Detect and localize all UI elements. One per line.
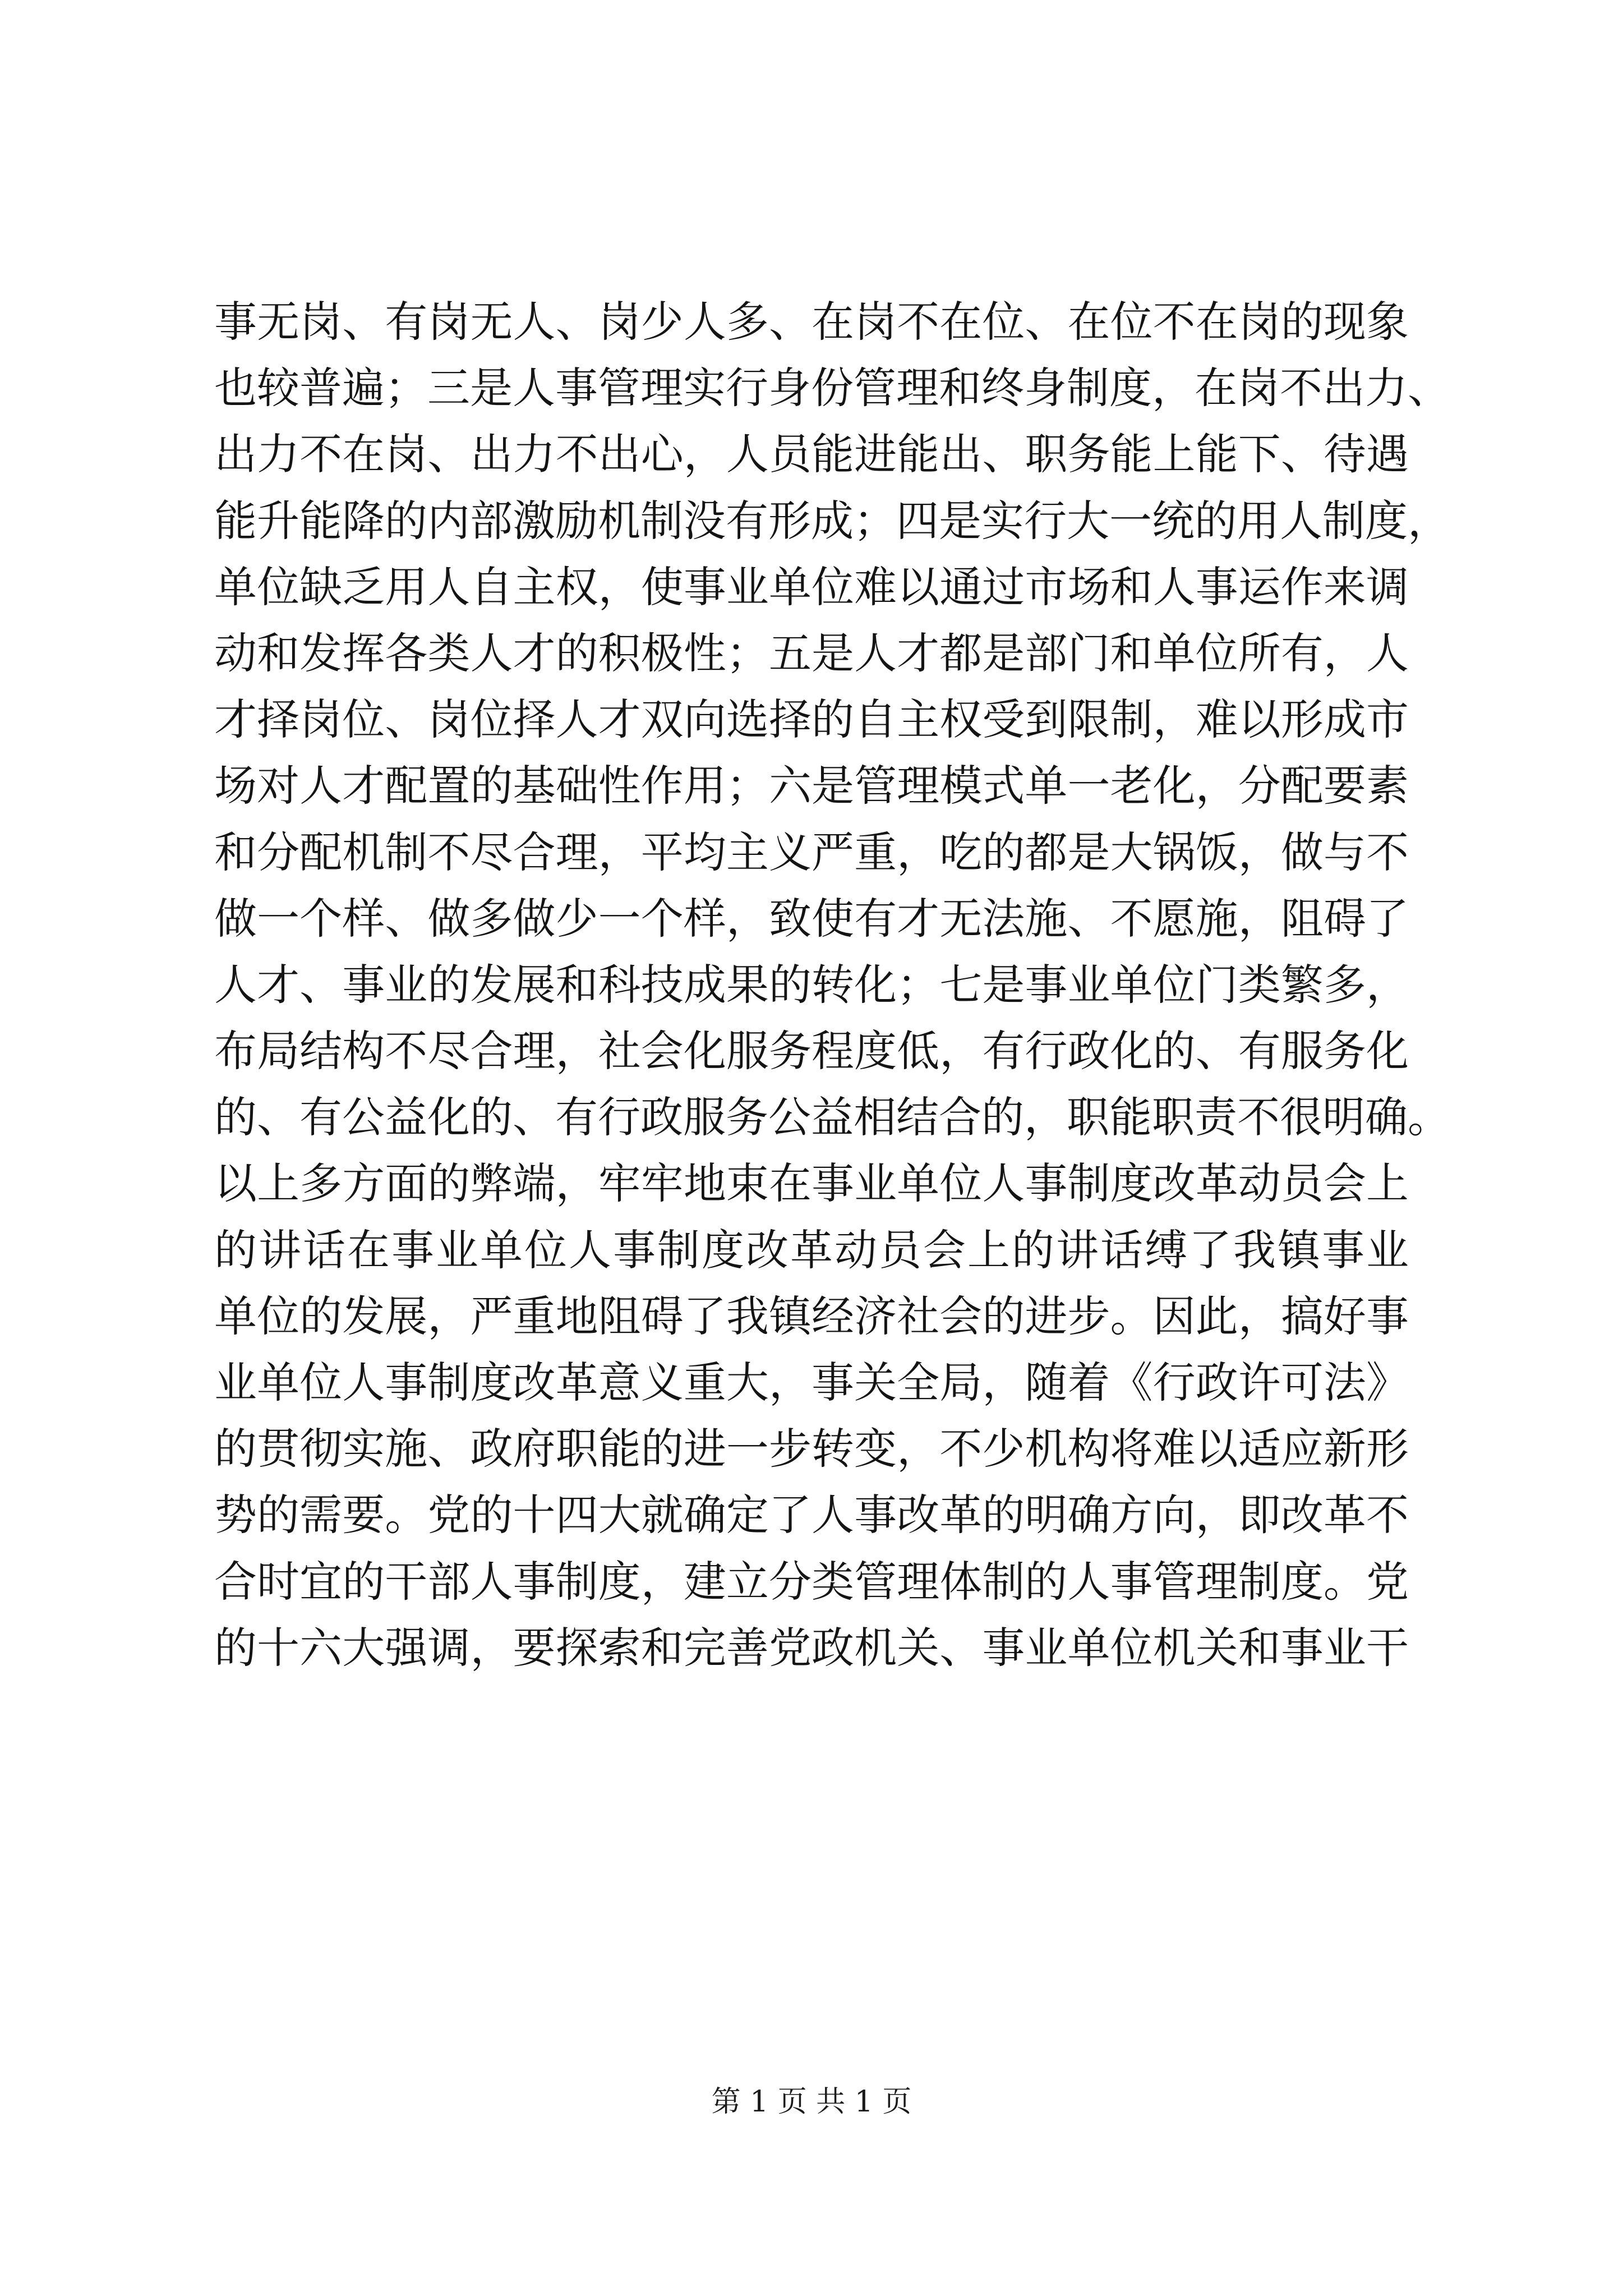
text-line: 的、有公益化的、有行政服务公益相结合的，职能职责不很明确。 [214, 1092, 1450, 1143]
text-line: 势的需要。党的十四大就确定了人事改革的明确方向，即改革不 [214, 1490, 1409, 1540]
text-line: 以上多方面的弊端，牢牢地束在事业单位人事制度改革动员会上 [214, 1158, 1409, 1209]
body-text [214, 289, 1450, 1681]
text-line: 的十六大强调，要探索和完善党政机关、事业单位机关和事业干 [214, 1622, 1409, 1673]
text-line: 做一个样、做多做少一个样，致使有才无法施、不愿施，阻碍了 [214, 893, 1409, 944]
text-line: 场对人才配置的基础性作用；六是管理模式单一老化，分配要素 [214, 761, 1409, 811]
text-line: 的贯彻实施、政府职能的进一步转变，不少机构将难以适应新形 [214, 1424, 1409, 1474]
text-line: 布局结构不尽合理，社会化服务程度低，有行政化的、有服务化 [214, 1026, 1409, 1076]
text-line: 才择岗位、岗位择人才双向选择的自主权受到限制，难以形成市 [214, 694, 1409, 745]
text-line: 动和发挥各类人才的积极性；五是人才都是部门和单位所有，人 [214, 628, 1409, 678]
text-line: 也较普遍；三是人事管理实行身份管理和终身制度，在岗不出力、 [214, 363, 1450, 413]
text-line: 能升能降的内部激励机制没有形成；四是实行大一统的用人制度， [214, 495, 1450, 546]
text-line: 单位缺乏用人自主权，使事业单位难以通过市场和人事运作来调 [214, 562, 1409, 612]
text-line: 的讲话在事业单位人事制度改革动员会上的讲话缚了我镇事业 [214, 1225, 1409, 1275]
text-line: 业单位人事制度改革意义重大，事关全局，随着《行政许可法》 [214, 1358, 1409, 1407]
page-number: 第 1 页 共 1 页 [711, 2085, 912, 2119]
text-line: 事无岗、有岗无人、岗少人多、在岗不在位、在位不在岗的现象 [214, 297, 1409, 347]
page-footer [0, 2082, 1623, 2122]
text-line: 合时宜的干部人事制度，建立分类管理体制的人事管理制度。党 [214, 1556, 1409, 1607]
text-line: 出力不在岗、出力不出心，人员能进能出、职务能上能下、待遇 [214, 429, 1409, 480]
text-line: 人才、事业的发展和科技成果的转化；七是事业单位门类繁多， [214, 959, 1409, 1010]
text-line: 单位的发展，严重地阻碍了我镇经济社会的进步。因此，搞好事 [214, 1291, 1409, 1341]
text-line: 和分配机制不尽合理，平均主义严重，吃的都是大锅饭，做与不 [214, 827, 1409, 877]
